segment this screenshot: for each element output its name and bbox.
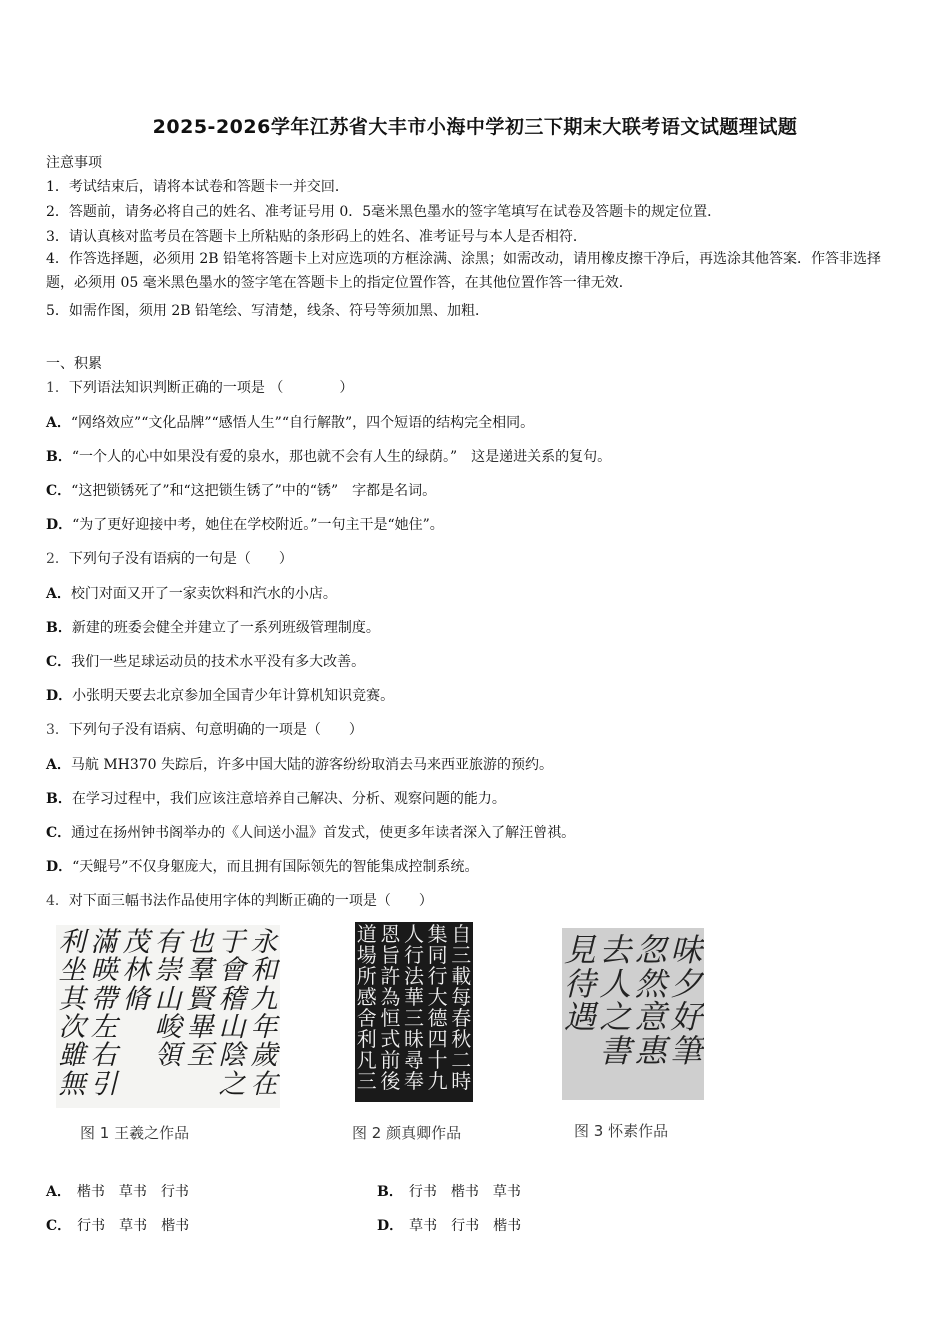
option-text: 行书 楷书 草书 <box>408 1184 521 1200</box>
option-text: 小张明天要去北京参加全国青少年计算机知识竞赛。 <box>72 688 395 704</box>
option <box>46 514 444 534</box>
question-1 <box>46 377 353 397</box>
option-label: D． <box>377 1218 404 1234</box>
option-text: 行书 草书 楷书 <box>77 1218 190 1234</box>
option-text: “天鲲号”不仅身躯庞大，而且拥有国际领先的智能集成控制系统。 <box>72 859 479 875</box>
option <box>46 754 553 774</box>
answer-option-a <box>46 1181 189 1201</box>
option-label: B． <box>377 1184 403 1200</box>
option <box>46 583 337 603</box>
calligraphy-column: 有 崇 山 峻 領 <box>154 927 182 1072</box>
option-text: 在学习过程中，我们应该注意培养自己解决、分析、观察问题的能力。 <box>71 791 506 807</box>
question-4 <box>46 890 433 910</box>
question-number: 3． <box>46 722 69 738</box>
page-title: 2025-2026学年江苏省大丰市小海中学初三下期末大联考语文试题理试题 <box>152 116 798 138</box>
question-2 <box>46 548 293 568</box>
question-stem: 对下面三幅书法作品使用字体的判断正确的一项是（ ） <box>68 893 433 909</box>
notice-heading: 注意事项 <box>46 155 102 171</box>
option <box>46 685 394 705</box>
section-heading: 一、积累 <box>46 356 102 372</box>
option-text: “网络效应”“文化品牌”“感悟人生”“自行解散”，四个短语的结构完全相同。 <box>70 415 535 431</box>
calligraphy-column: 人 行 法 華 三 昧 尋 奉 <box>403 922 424 1093</box>
calligraphy-column: 味 夕 好 筆 <box>670 931 703 1070</box>
notice-item-3: 3．请认真核对监考员在答题卡上所粘贴的条形码上的姓名、准考证号与本人是否相符． <box>46 229 587 245</box>
answer-option-b <box>377 1181 521 1201</box>
calligraphy-column: 忽 然 意 惠 <box>634 931 667 1070</box>
calligraphy-column: 永 和 九 年 歲 在 <box>250 927 278 1100</box>
option-text: 校门对面又开了一家卖饮料和汽水的小店。 <box>70 586 337 602</box>
option-text: 马航 MH370 失踪后，许多中国大陆的游客纷纷取消去马来西亚旅游的预约。 <box>70 757 554 773</box>
option-label: B． <box>46 791 72 807</box>
question-number: 1． <box>46 380 69 396</box>
notice-item-5: 5．如需作图，须用 2B 铅笔绘、写清楚，线条、符号等须加黑、加粗． <box>46 303 490 319</box>
calligraphy-column: 利 坐 其 次 雖 無 <box>58 927 86 1100</box>
calligraphy-column: 集 同 行 大 德 四 十 九 <box>427 922 448 1093</box>
option <box>46 856 478 876</box>
option-label: C． <box>46 825 72 841</box>
answer-option-c <box>46 1215 189 1235</box>
notice-item-4: 4．作答选择题，必须用 2B 铅笔将答题卡上对应选项的方框涂满、涂黑；如需改动，请用橡皮擦干净后，再选涂其他答案．作答非选择题，必须用 05 毫米黑色墨水的签字笔在答题卡上的指定位置作答，在其他位置作答一律无效． <box>46 251 881 291</box>
option-text: 楷书 草书 行书 <box>76 1184 189 1200</box>
calligraphy-column: 恩 旨 許 為 恒 式 前 後 <box>380 922 401 1093</box>
question-stem: 下列语法知识判断正确的一项是 （ ） <box>68 380 354 396</box>
calligraphy-figure-1 <box>56 925 280 1108</box>
answer-option-d <box>377 1215 521 1235</box>
calligraphy-column: 見 待 遇 <box>563 931 596 1037</box>
option-label: D． <box>46 688 73 704</box>
option-label: A． <box>46 586 71 602</box>
calligraphy-column: 茂 林 脩 <box>122 927 150 1015</box>
calligraphy-figure-2 <box>355 922 473 1102</box>
option <box>46 617 380 637</box>
figure-2-caption: 图 2 颜真卿作品 <box>352 1124 462 1142</box>
question-stem: 下列句子没有语病、句意明确的一项是（ ） <box>68 722 363 738</box>
option <box>46 412 534 432</box>
calligraphy-figure-3 <box>562 928 704 1100</box>
notice-item-2: 2．答题前，请务必将自己的姓名、准考证号用 0．5毫米黑色墨水的签字笔填写在试卷及答题卡的规定位置． <box>46 204 722 220</box>
question-stem: 下列句子没有语病的一句是（ ） <box>68 551 293 567</box>
option-label: D． <box>46 517 73 533</box>
option-label: D． <box>46 859 73 875</box>
option <box>46 651 365 671</box>
question-number: 4． <box>46 893 69 909</box>
option-label: B． <box>46 449 72 465</box>
calligraphy-column: 去 人 之 書 <box>599 931 632 1070</box>
option <box>46 822 575 842</box>
question-3 <box>46 719 363 739</box>
option-text: 草书 行书 楷书 <box>409 1218 522 1234</box>
option-text: “这把锁锈死了”和“这把锁生锈了”中的“锈” 字都是名词。 <box>71 483 437 499</box>
option-text: “一个人的心中如果没有爱的泉水，那也就不会有人生的绿荫。” 这是递进关系的复句。 <box>71 449 612 465</box>
option <box>46 788 506 808</box>
option-label: A． <box>46 1184 71 1200</box>
calligraphy-column: 滿 暎 帶 左 右 引 <box>90 927 118 1100</box>
calligraphy-column: 也 羣 賢 畢 至 <box>186 927 214 1072</box>
option <box>46 446 611 466</box>
option-label: B． <box>46 620 72 636</box>
option-label: C． <box>46 654 72 670</box>
figure-3-caption: 图 3 怀素作品 <box>574 1122 669 1140</box>
option-label: C． <box>46 483 72 499</box>
option-text: “为了更好迎接中考，她住在学校附近。”一句主干是“她住”。 <box>72 517 444 533</box>
option-label: C． <box>46 1218 72 1234</box>
calligraphy-column: 自 三 載 每 春 秋 二 時 <box>451 922 472 1093</box>
notice-item-1: 1．考试结束后，请将本试卷和答题卡一并交回． <box>46 179 349 195</box>
option-text: 我们一些足球运动员的技术水平没有多大改善。 <box>71 654 366 670</box>
option-label: A． <box>46 757 71 773</box>
question-number: 2． <box>46 551 69 567</box>
option-label: A． <box>46 415 71 431</box>
calligraphy-column: 于 會 稽 山 陰 之 <box>218 927 246 1100</box>
option-text: 新建的班委会健全并建立了一系列班级管理制度。 <box>71 620 380 636</box>
calligraphy-column: 道 場 所 感 舍 利 凡 三 <box>356 922 377 1093</box>
option <box>46 480 436 500</box>
figure-1-caption: 图 1 王羲之作品 <box>80 1124 190 1142</box>
option-text: 通过在扬州钟书阁举办的《人间送小温》首发式，使更多年读者深入了解汪曾祺。 <box>71 825 576 841</box>
